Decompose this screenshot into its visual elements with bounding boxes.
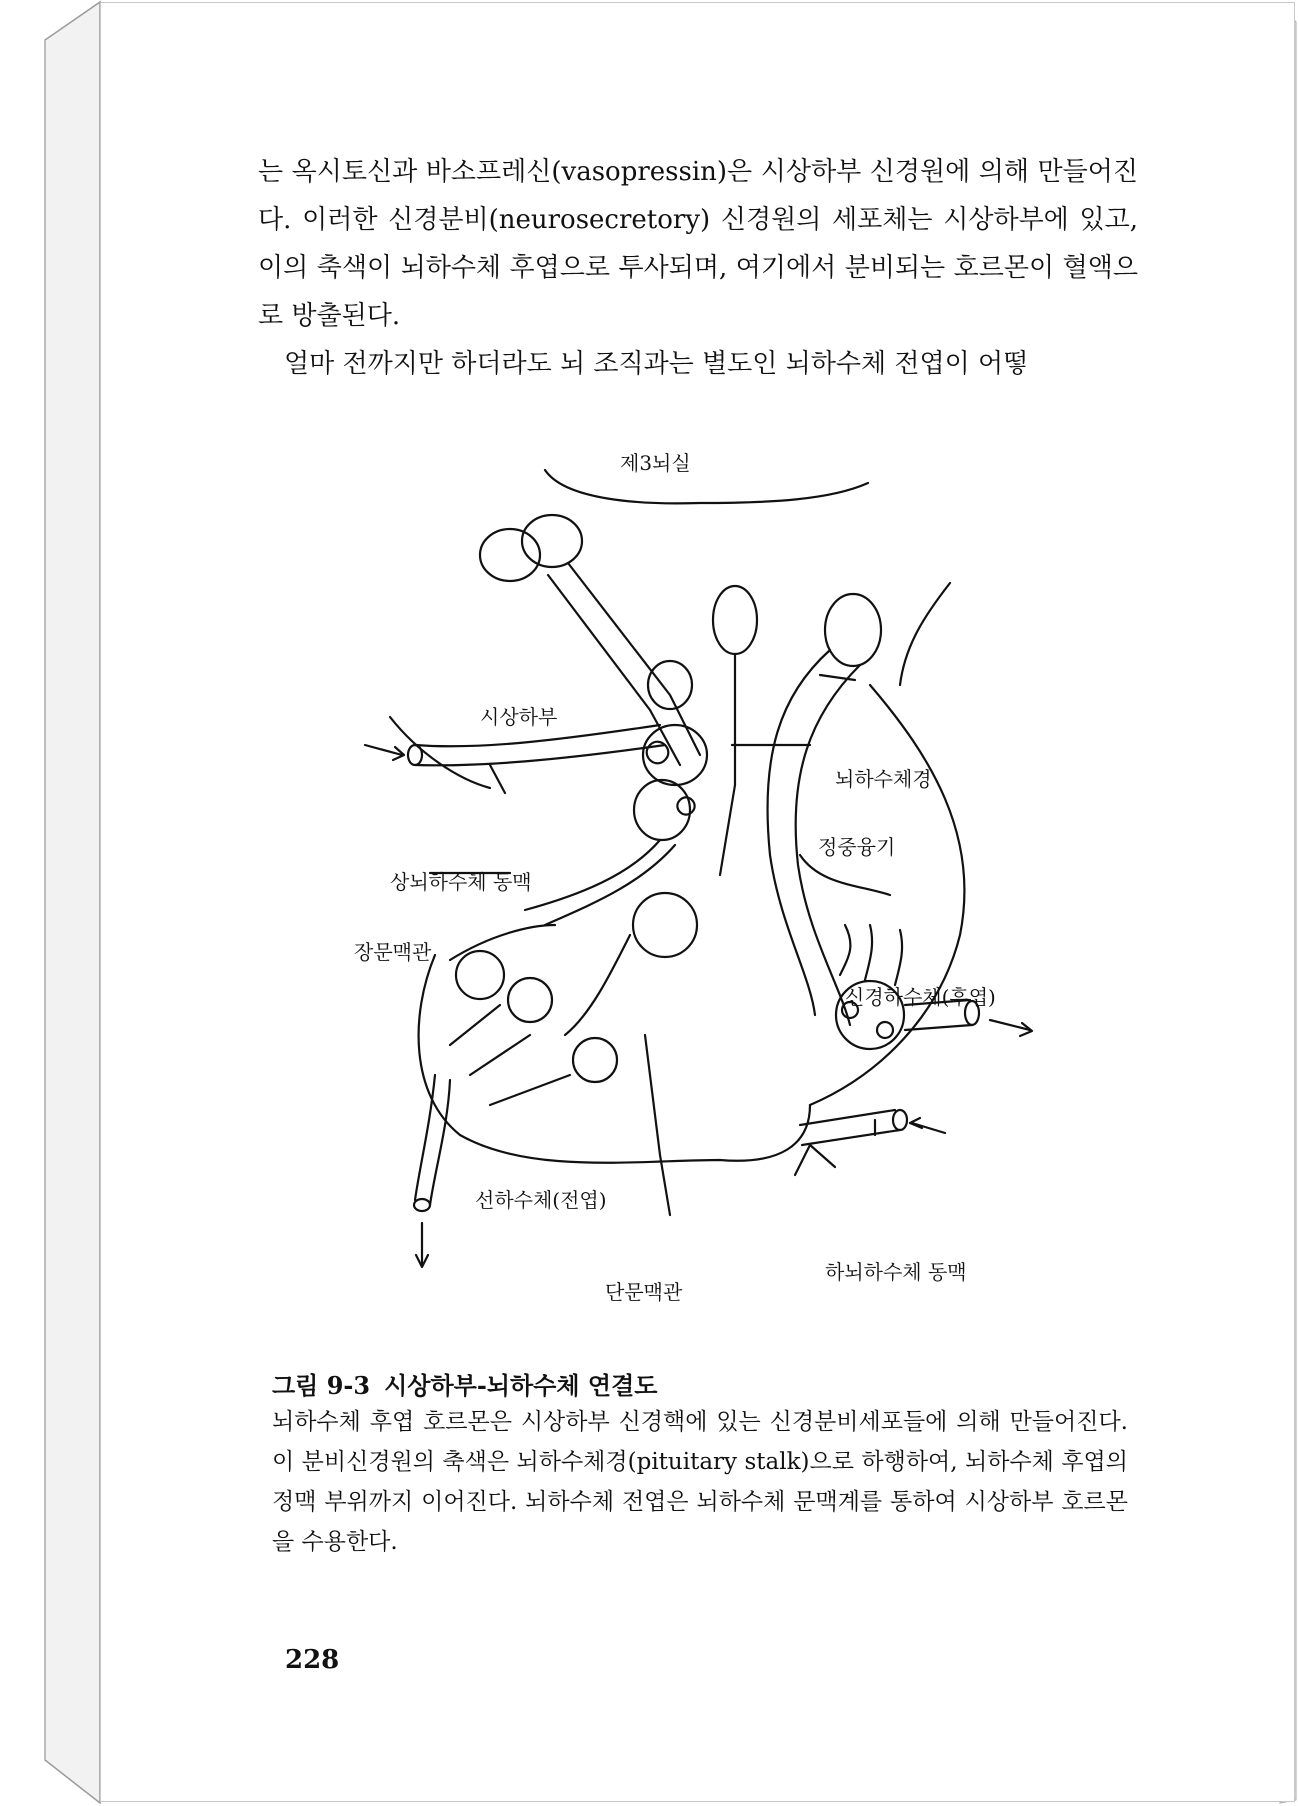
label-pituitary-stalk: 뇌하수체경 bbox=[835, 767, 932, 791]
label-superior-hypophyseal-artery: 상뇌하수체 동맥 bbox=[390, 870, 532, 894]
label-long-portal-vessel: 장문맥관 bbox=[354, 940, 432, 964]
neuron-body-4 bbox=[825, 594, 881, 666]
short-portal-capillary bbox=[633, 893, 697, 957]
pituitary-stalk bbox=[768, 650, 831, 1015]
page-number: 228 bbox=[285, 1645, 340, 1675]
figure-title: 시상하부-뇌하수체 연결도 bbox=[384, 1371, 658, 1400]
inferior-artery-vessel bbox=[800, 1110, 900, 1145]
neuron-body-5 bbox=[648, 661, 692, 709]
figure-caption-body: 뇌하수체 후엽 호르몬은 시상하부 신경핵에 있는 신경분비세포들에 의해 만들어진다. 이 분비신경원의 축색은 뇌하수체경(pituitary stalk)으로 하행하여, 뇌하수체 후엽의 정맥 부위까지 이어진다. 뇌하수체 전엽은 뇌하수체 문맥계를 통하여 시상하부 호르몬을 수용한다. bbox=[272, 1409, 1128, 1555]
figure-number: 그림 9-3 bbox=[272, 1371, 371, 1400]
figure-caption-title bbox=[272, 1366, 657, 1401]
anterior-capillary-1 bbox=[456, 951, 504, 999]
figure-drawing bbox=[340, 455, 1040, 1340]
hypothalamus-boundary bbox=[390, 717, 490, 788]
anterior-pituitary-outline bbox=[419, 955, 810, 1163]
label-inferior-hypophyseal-artery: 하뇌하수체 동맥 bbox=[825, 1260, 967, 1284]
neuron-body-2 bbox=[522, 515, 582, 567]
body-paragraph-2: 얼마 전까지만 하더라도 뇌 조직과는 별도인 뇌하수체 전엽이 어떻 bbox=[284, 349, 1029, 379]
hypothalamus-pituitary-figure bbox=[340, 451, 1040, 1340]
label-third-ventricle: 제3뇌실 bbox=[620, 451, 691, 475]
label-neurohypophysis: 신경하수체(후엽) bbox=[845, 985, 996, 1009]
label-adenohypophysis: 선하수체(전엽) bbox=[475, 1188, 607, 1212]
third-ventricle-outline bbox=[545, 470, 868, 503]
neuron-body-1 bbox=[480, 529, 540, 581]
body-paragraph-1: 는 옥시토신과 바소프레신(vasopressin)은 시상하부 신경원에 의해 만들어진다. 이러한 신경분비(neurosecretory) 신경원의 세포체는 시상하부에 있고, 이의 축색이 뇌하수체 후엽으로 투사되며, 여기에서 분비되는 호르몬이 혈액으로 방출된다. bbox=[258, 157, 1138, 331]
label-median-eminence: 정중융기 bbox=[818, 835, 896, 859]
short-portal-vessel bbox=[645, 1035, 670, 1215]
neuron-body-3 bbox=[713, 586, 757, 654]
label-hypothalamus: 시상하부 bbox=[480, 705, 558, 729]
label-short-portal-vessel: 단문맥관 bbox=[605, 1280, 683, 1304]
